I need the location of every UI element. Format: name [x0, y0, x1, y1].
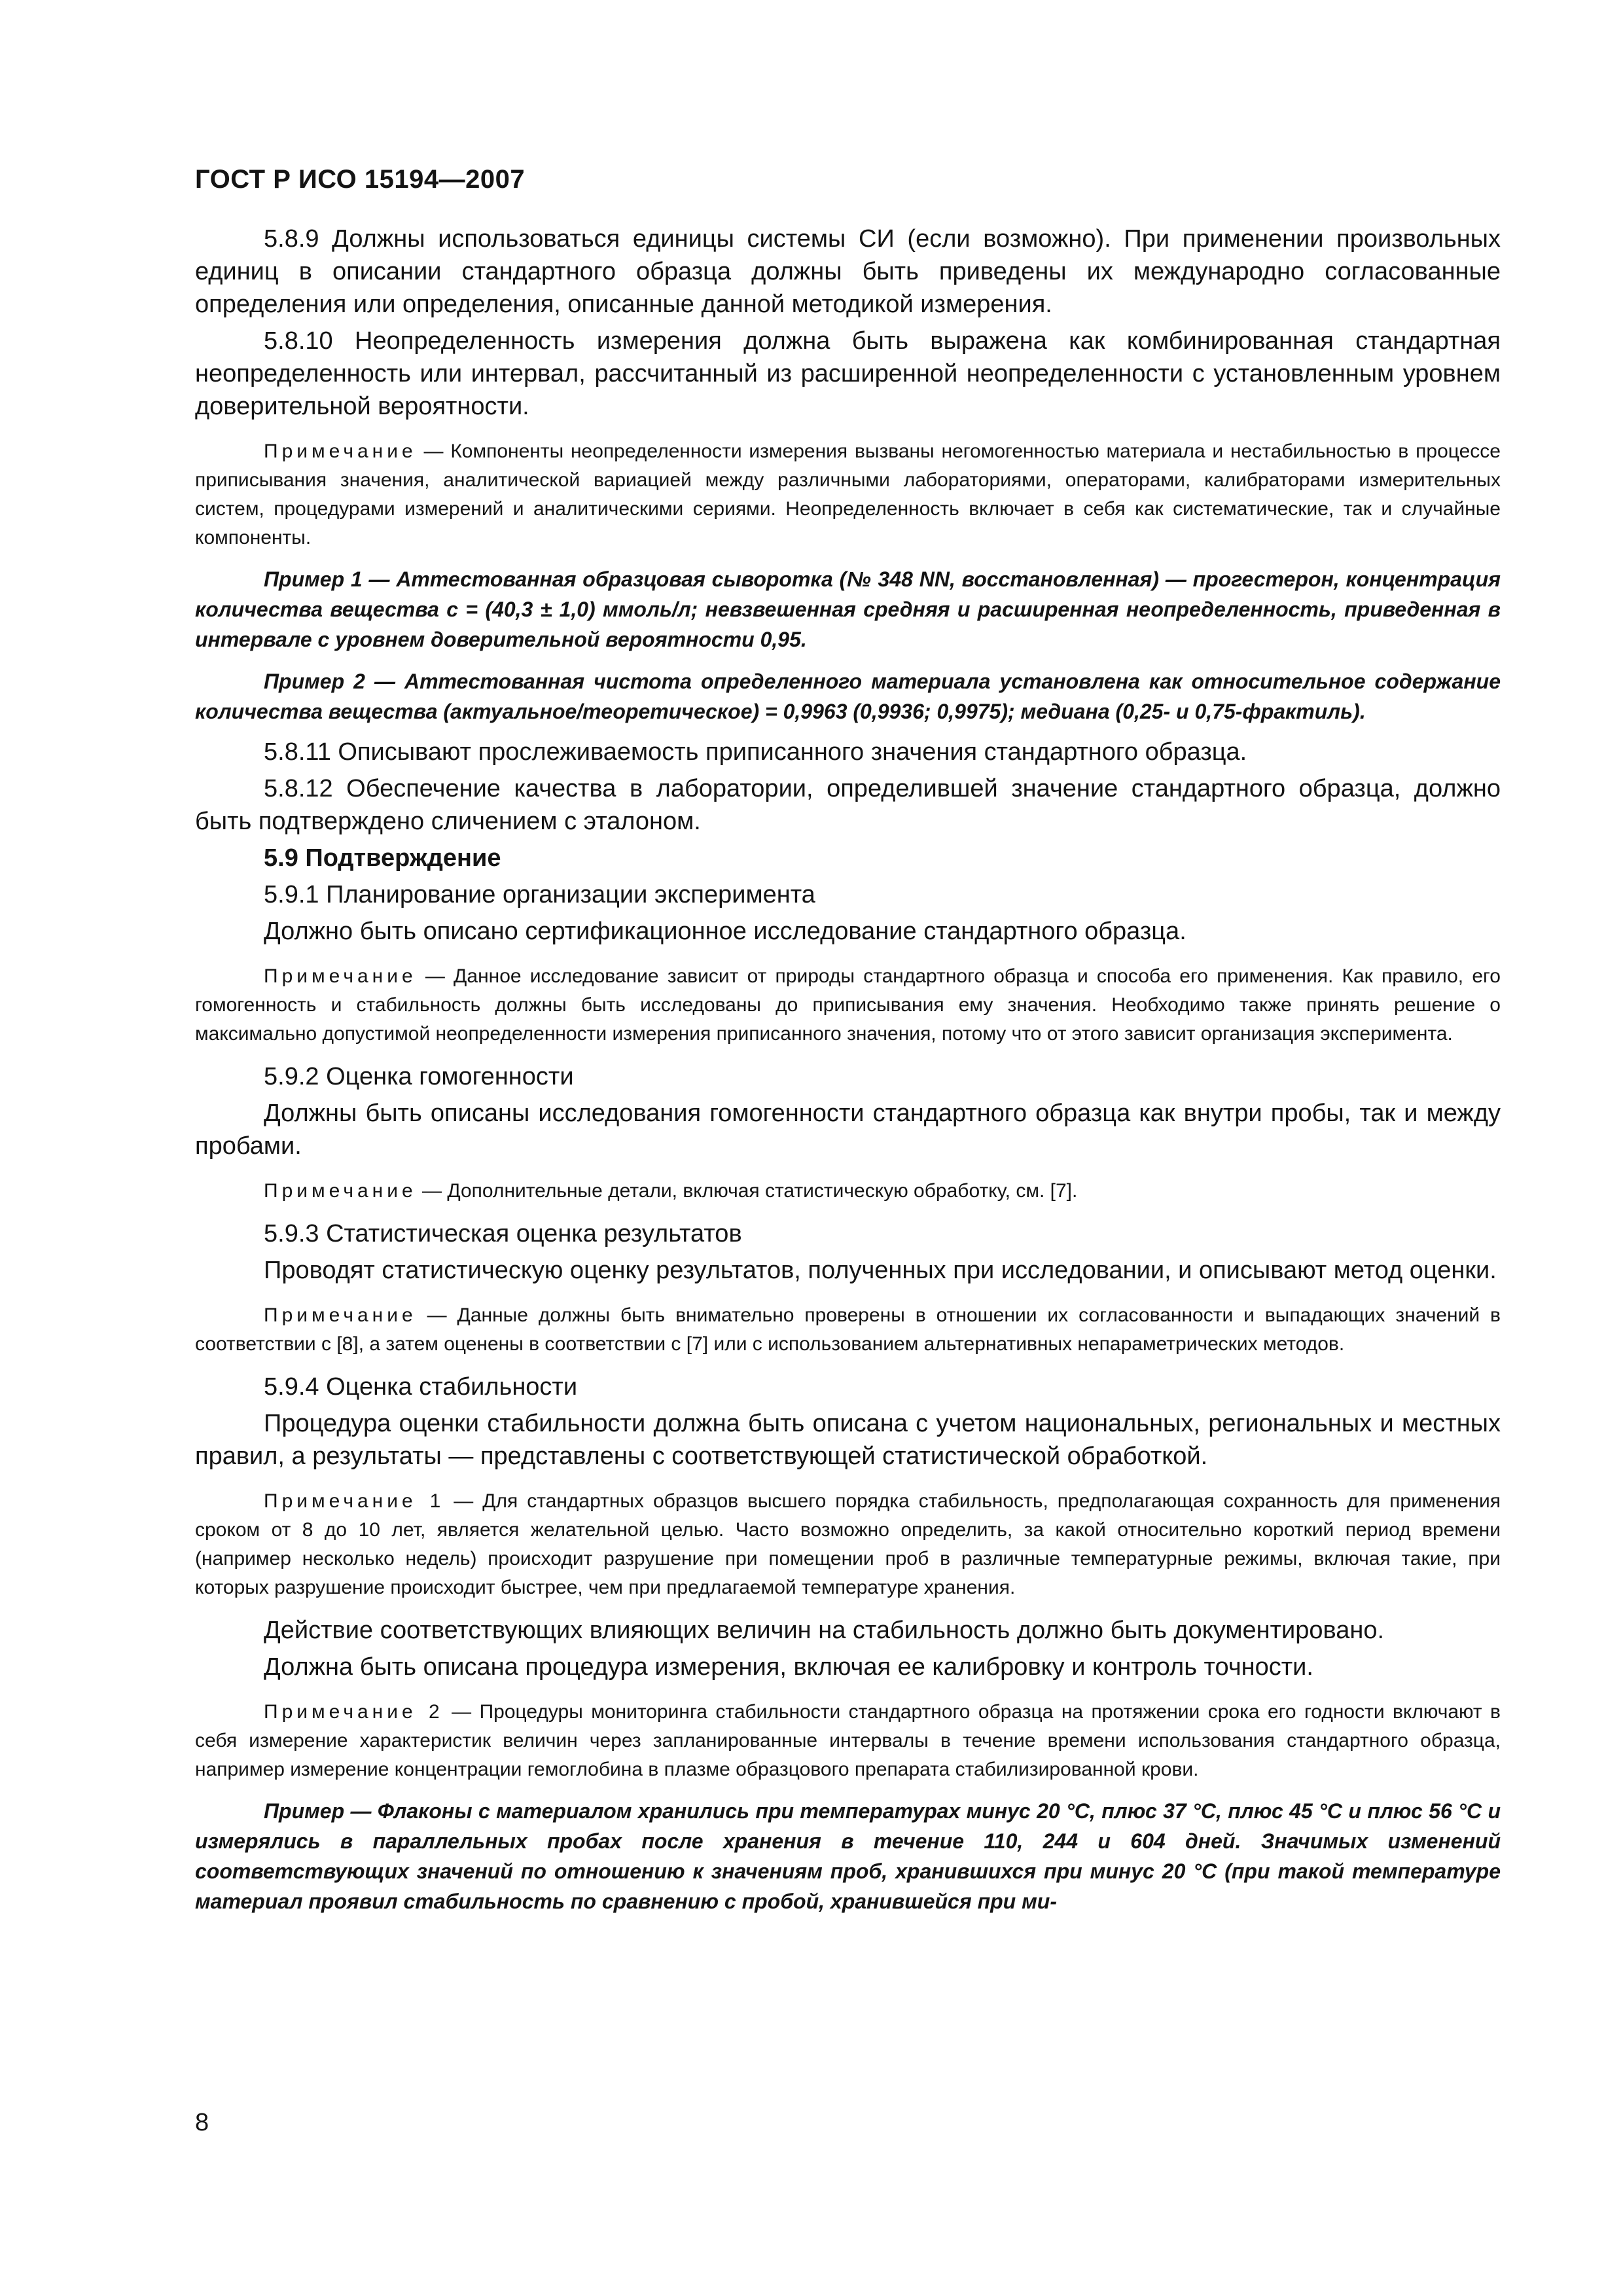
document-header: ГОСТ Р ИСО 15194—2007 [195, 165, 526, 194]
example-1: Пример 1 — Аттестованная образцовая сыворотка (№ 348 NN, восстановленная) — прогестерон, концентрация количества вещества с = (40,3 ± 1,0) ммоль/л; невзвешенная средняя и расширенная неопределенность, приведенная в интервале с уровнем доверительной вероятности 0,95. [195, 567, 1501, 651]
clause-5-8-10: 5.8.10 Неопределенность измерения должна быть выражена как комбинированная стандартная неопределенность или интервал, рассчитанный из расширенной неопределенности с установленным уровнем доверительной вероятности. [195, 327, 1501, 420]
note-uncertainty [195, 437, 1501, 552]
note-text: — Компоненты неопределенности измерения вызваны негомогенностью материала и нестабильностью в процессе приписывания значения, аналитической вариацией между различными лабораториями, операторами, калибраторами измерительных систем, процедурами измерений и аналитическими сериями. Неопределенность включает в себя как систематические, так и случайные компоненты. [195, 440, 1501, 548]
clause-5-9-2: 5.9.2 Оценка гомогенности [264, 1063, 574, 1090]
note-stability-1 [195, 1487, 1501, 1602]
note-certification [195, 962, 1501, 1049]
example-2: Пример 2 — Аттестованная чистота определенного материала установлена как относительное содержание количества вещества (актуальное/теоретическое) = 0,9963 (0,9936; 0,9975); медиана (0,25- и 0,75-фрактиль). [195, 670, 1501, 723]
page-number: 8 [195, 2109, 209, 2136]
clause-5-9-3: 5.9.3 Статистическая оценка результатов [264, 1220, 742, 1247]
note-stability-2 [195, 1698, 1501, 1784]
note-label: Примечание 2 [264, 1701, 444, 1723]
section-heading-5-9: 5.9 Подтверждение [264, 844, 501, 872]
clause-5-9-1-text: Должно быть описано сертификационное исследование стандартного образца. [264, 918, 1186, 945]
note-label: Примечание [264, 1180, 417, 1202]
paragraph-influence: Действие соответствующих влияющих величин на стабильность должно быть документировано. [264, 1617, 1385, 1644]
clause-5-9-4: 5.9.4 Оценка стабильности [264, 1373, 578, 1401]
note-text: — Данное исследование зависит от природы стандартного образца и способа его применения. Как правило, его гомогенность и стабильность должны быть исследованы до приписывания ему значения. Необходимо также принять решение о максимально допустимой неопределенности измерения приписанного значения, потому что от этого зависит организация эксперимента. [195, 965, 1501, 1045]
clause-5-9-4-text: Процедура оценки стабильности должна быть описана с учетом национальных, региональных и местных правил, а результаты — представлены с соответствующей статистической обработкой. [195, 1410, 1501, 1470]
note-label: Примечание [264, 440, 417, 462]
note-homogeneity [195, 1177, 1501, 1206]
note-statistics [195, 1301, 1501, 1359]
note-label: Примечание [264, 1304, 417, 1326]
paragraph-procedure: Должна быть описана процедура измерения, включая ее калибровку и контроль точности. [264, 1653, 1313, 1681]
clause-5-8-11: 5.8.11 Описывают прослеживаемость приписанного значения стандартного образца. [264, 738, 1247, 766]
note-text: — Данные должны быть внимательно проверены в отношении их согласованности и выпадающих значений в соответствии с [8], а затем оценены в соответствии с [7] или с использованием альтернативных непараметрических методов. [195, 1304, 1501, 1355]
note-text: — Дополнительные детали, включая статистическую обработку, см. [7]. [416, 1180, 1078, 1202]
clause-5-8-12: 5.8.12 Обеспечение качества в лаборатории, определившей значение стандартного образца, должно быть подтверждено сличением с эталоном. [195, 775, 1501, 835]
example-3: Пример — Флаконы с материалом хранились при температурах минус 20 °С, плюс 37 °С, плюс 45 °С и плюс 56 °С и измерялись в параллельных пробах после хранения в течение 110, 244 и 604 дней. Значимых изменений соответствующих значений по отношению к значениям проб, хранившихся при минус 20 °С (при такой температуре материал проявил стабильность по сравнению с пробой, хранившейся при ми- [195, 1799, 1501, 1913]
document-body [195, 223, 1501, 1926]
clause-5-9-3-text: Проводят статистическую оценку результатов, полученных при исследовании, и описывают метод оценки. [264, 1257, 1497, 1284]
note-text: — Для стандартных образцов высшего порядка стабильность, предполагающая сохранность для применения сроком от 8 до 10 лет, является желательной целью. Часто возможно определить, за какой относительно короткий период времени (например несколько недель) происходит разрушение при помещении проб в различные температурные режимы, включая такие, при которых разрушение происходит быстрее, чем при предлагаемой температуре хранения. [195, 1490, 1501, 1598]
clause-5-9-1: 5.9.1 Планирование организации эксперимента [264, 881, 815, 908]
clause-5-9-2-text: Должны быть описаны исследования гомогенности стандартного образца как внутри пробы, так и между пробами. [195, 1100, 1501, 1160]
note-label: Примечание [264, 965, 417, 987]
note-text: — Процедуры мониторинга стабильности стандартного образца на протяжении срока его годности включают в себя измерение характеристик величин через запланированные интервалы в течение времени использования стандартного образца, например измерение концентрации гемоглобина в плазме образцового препарата стабилизированной крови. [195, 1701, 1501, 1780]
clause-5-8-9: 5.8.9 Должны использоваться единицы системы СИ (если возможно). При применении произвольных единиц в описании стандартного образца должны быть приведены их международно согласованные определения или определения, описанные данной методикой измерения. [195, 225, 1501, 318]
note-label: Примечание 1 [264, 1490, 445, 1512]
